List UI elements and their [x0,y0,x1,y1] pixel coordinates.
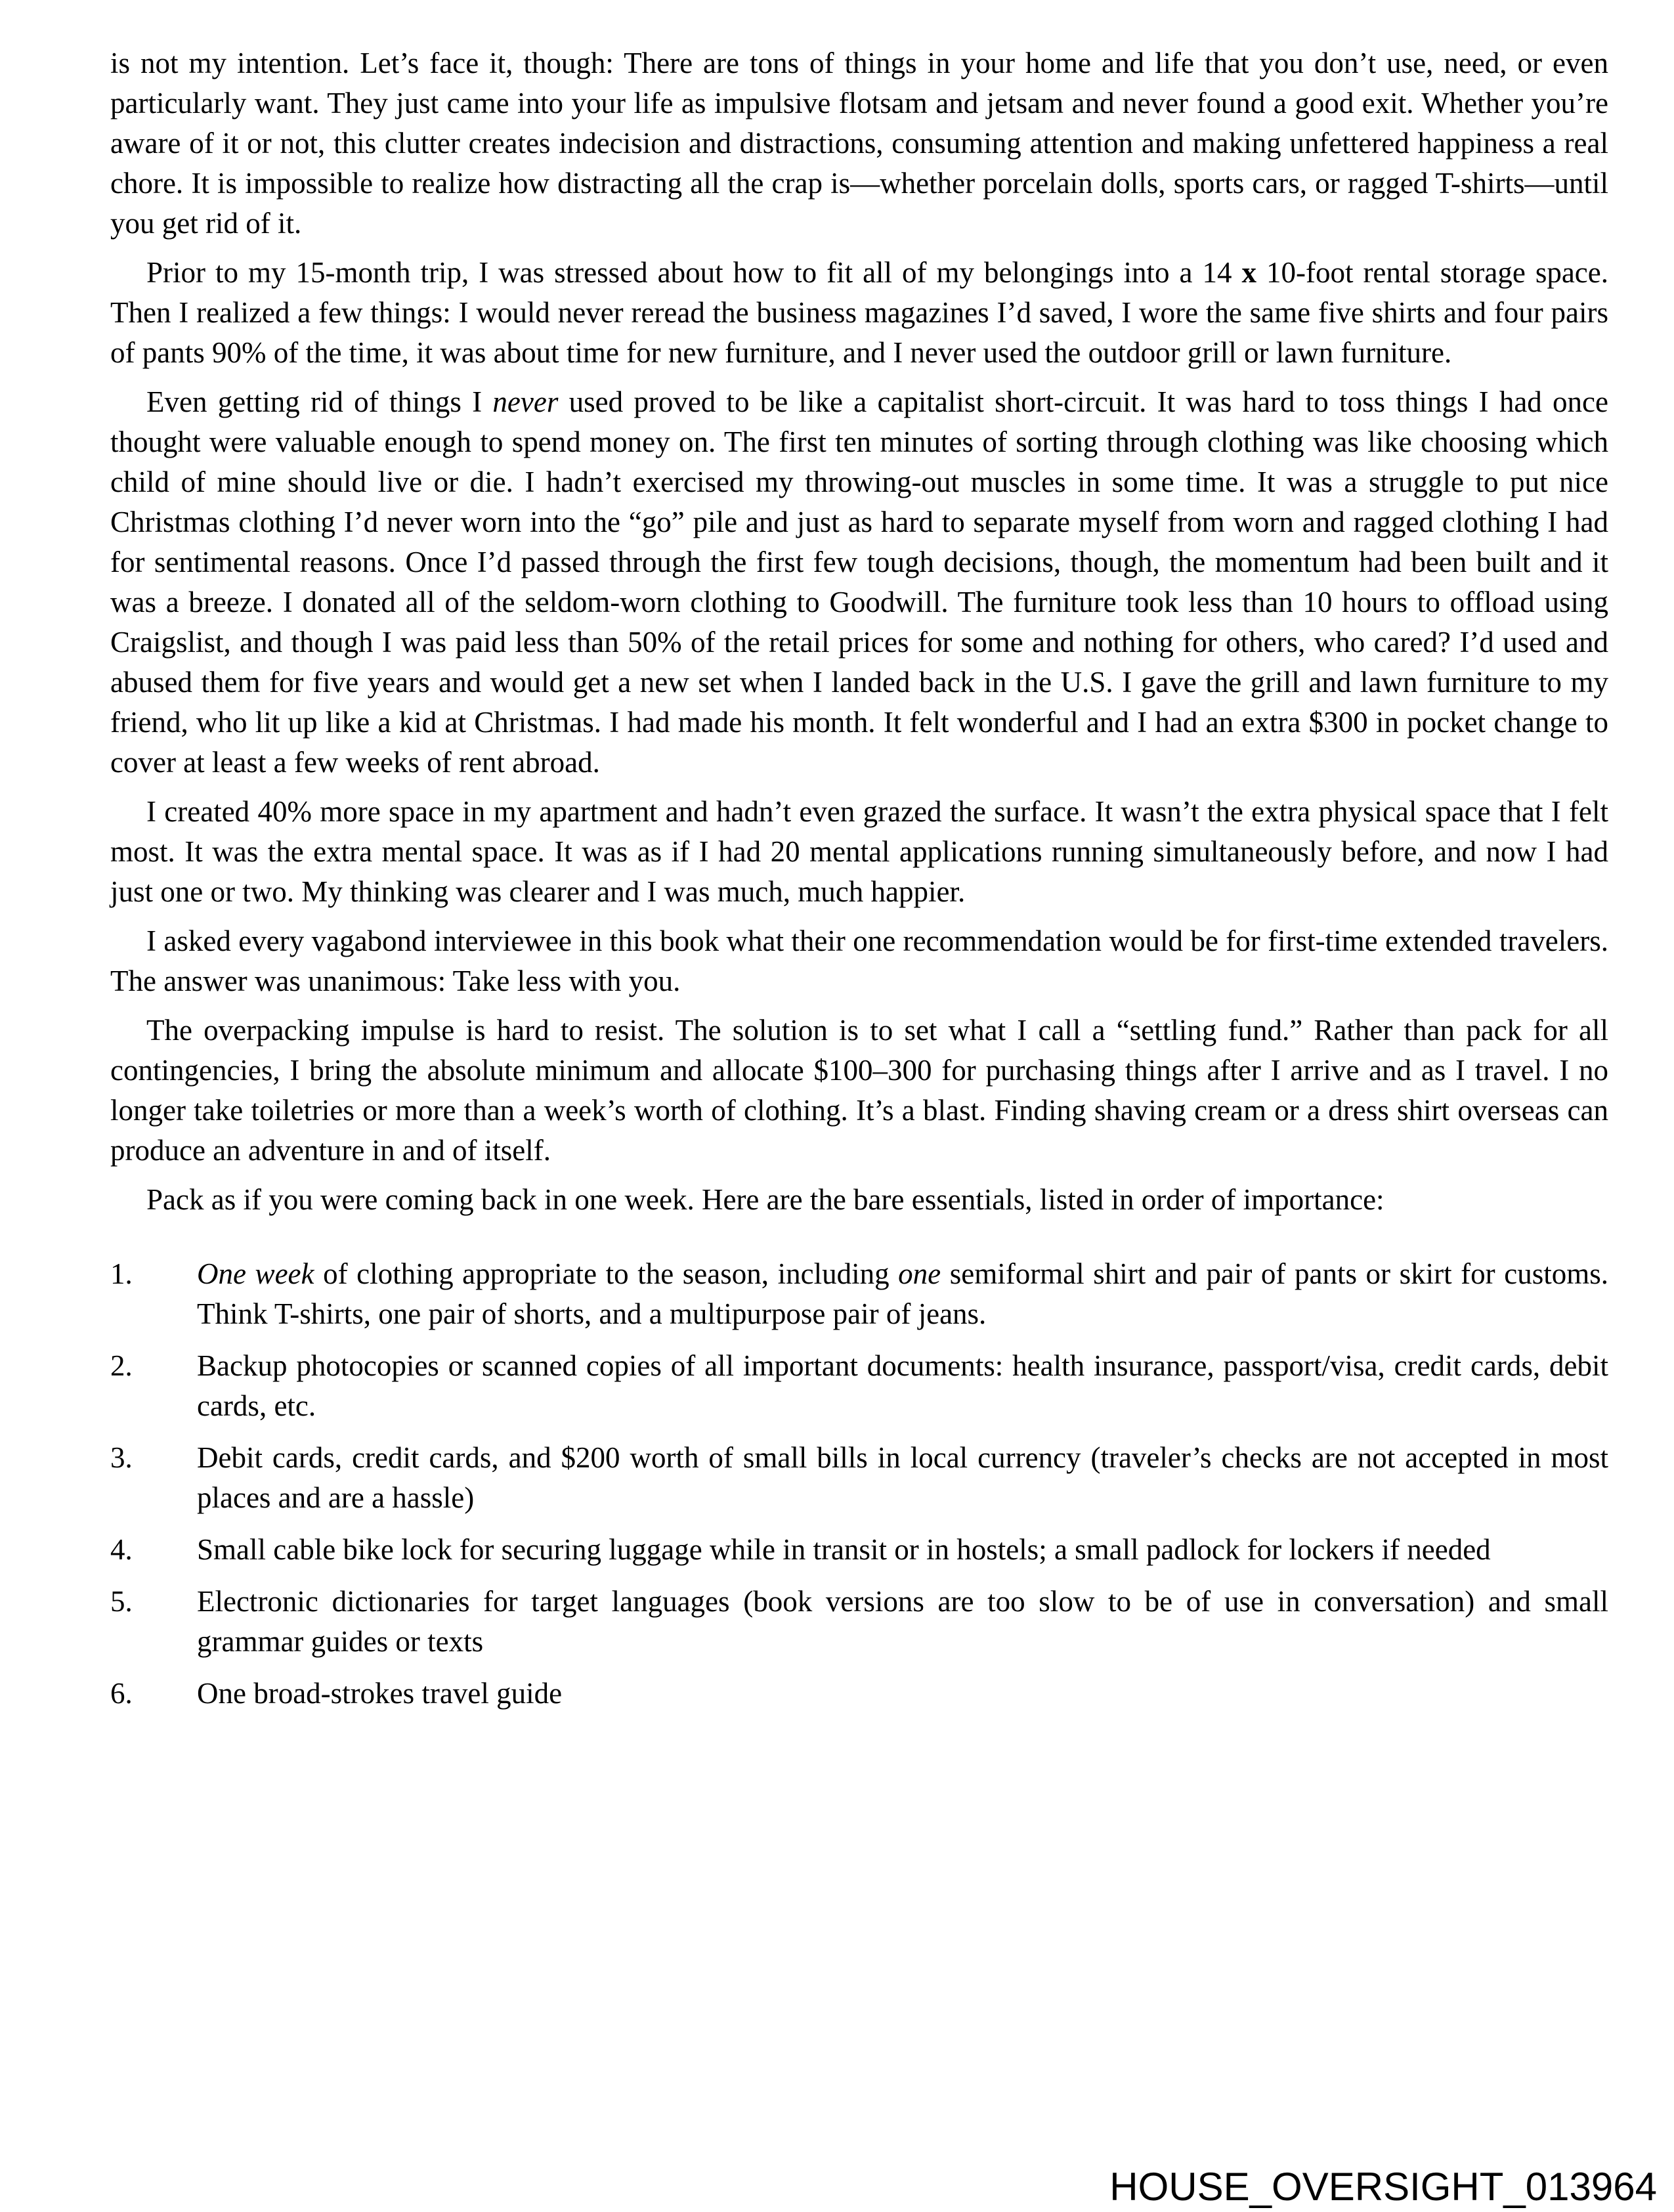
paragraph: The overpacking impulse is hard to resist. The solution is to set what I call a “settling fund.” Rather than pack for all contingencies, I bring the absolute minimum and allocate $100–300 for purchasing things after I arrive and as I travel. I no longer take toiletries or more than a week’s worth of clothing. It’s a blast. Finding shaving cream or a dress shirt overseas can produce an adventure in and of itself. [110,1014,1608,1167]
list-item-text: One broad-strokes travel guide [197,1677,563,1710]
list-item-number: 6. [110,1677,133,1710]
list-item-number: 4. [110,1533,133,1566]
list-item-text: Backup photocopies or scanned copies of all important documents: health insurance, passport/visa, credit cards, debit cards, etc. [197,1349,1608,1422]
paragraph: is not my intention. Let’s face it, though: There are tons of things in your home and life that you don’t use, need, or even particularly want. They just came into your life as impulsive flotsam and jetsam and never found a good exit. Whether you’re aware of it or not, this clutter creates indecision and distractions, consuming attention and making unfettered happiness a real chore. It is impossible to realize how distracting all the crap is—whether porcelain dolls, sports cars, or ragged T-shirts—until you get rid of it. [110,47,1608,240]
list-item [110,1674,1608,1714]
packing-essentials-list [110,1254,1608,1714]
list-item [110,1582,1608,1662]
paragraph: I asked every vagabond interviewee in this book what their one recommendation would be for first-time extended travelers. The answer was unanimous: Take less with you. [110,924,1608,997]
paragraph: Prior to my 15-month trip, I was stressed about how to fit all of my belongings into a 14 x 10-foot rental storage space. Then I realized a few things: I would never reread the business magazines I’d saved, I wore the same five shirts and four pairs of pants 90% of the time, it was about time for new furniture, and I never used the outdoor grill or lawn furniture. [110,256,1609,369]
list-item [110,1254,1608,1334]
paragraph: Even getting rid of things I never used proved to be like a capitalist short-circuit. It was hard to toss things I had once thought were valuable enough to spend money on. The first ten minutes of sorting through clothing was like choosing which child of mine should live or die. I hadn’t exercised my throwing-out muscles in some time. It was a struggle to put nice Christmas clothing I’d never worn into the “go” pile and just as hard to separate myself from worn and ragged clothing I had for sentimental reasons. Once I’d passed through the first few tough decisions, though, the momentum had been built and it was a breeze. I donated all of the seldom-worn clothing to Goodwill. The furniture took less than 10 hours to offload using Craigslist, and though I was paid less than 50% of the retail prices for some and nothing for others, who cared? I’d used and abused them for five years and would get a new set when I landed back in the U.S. I gave the grill and lawn furniture to my friend, who lit up like a kid at Christmas. I had made his month. It felt wonderful and I had an extra $300 in pocket change to cover at least a few weeks of rent abroad. [110,385,1608,779]
list-item-text: Electronic dictionaries for target languages (book versions are too slow to be of use in conversation) and small grammar guides or texts [197,1585,1608,1658]
list-item-text: Debit cards, credit cards, and $200 worth of small bills in local currency (traveler’s checks are not accepted in most places and are a hassle) [197,1441,1608,1514]
paragraph: I created 40% more space in my apartment and hadn’t even grazed the surface. It wasn’t the extra physical space that I felt most. It was the extra mental space. It was as if I had 20 mental applications running simultaneously before, and now I had just one or two. My thinking was clearer and I was much, much happier. [110,795,1608,908]
list-item [110,1530,1608,1570]
list-item-text: One week of clothing appropriate to the season, including one semiformal shirt and pair of pants or skirt for customs. Think T-shirts, one pair of shorts, and a multipurpose pair of jeans. [197,1257,1608,1330]
paragraph: Pack as if you were coming back in one week. Here are the bare essentials, listed in order of importance: [146,1183,1384,1216]
watermark-label: HOUSE_OVERSIGHT_013964 [1109,2165,1657,2209]
list-item-number: 5. [110,1585,133,1618]
list-item [110,1438,1608,1518]
page-text [110,43,1608,1725]
list-item-text: Small cable bike lock for securing luggage while in transit or in hostels; a small padlock for lockers if needed [197,1533,1491,1566]
list-item-number: 1. [110,1257,133,1290]
list-item-number: 3. [110,1441,133,1474]
list-item-number: 2. [110,1349,133,1382]
list-item [110,1346,1608,1426]
